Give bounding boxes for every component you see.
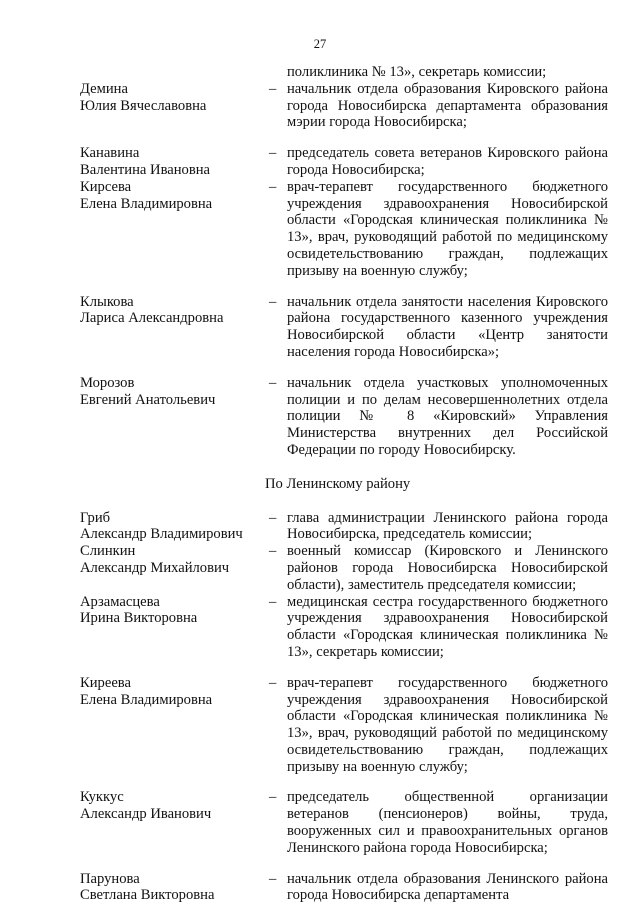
member-role: врач-терапевт государственного бюджетного учреждения здравоохранения Новосибирской области «Городская клиническая поликлиника № 13», врач, руководящий работой по медицинскому освидетельствованию граждан, подлежащих призыву на военную службу; xyxy=(287,674,608,775)
member-given-name: Ирина Викторовна xyxy=(80,610,198,627)
member-surname: Канавина xyxy=(80,145,140,162)
member-name xyxy=(80,294,266,328)
dash: – xyxy=(269,178,277,195)
member-name xyxy=(80,81,266,115)
member-entry xyxy=(80,675,608,776)
member-name xyxy=(80,543,266,577)
member-surname: Куккус xyxy=(80,789,124,806)
member-surname: Клыкова xyxy=(80,293,134,310)
member-name xyxy=(80,871,266,905)
member-entry xyxy=(80,871,608,905)
continuation-text: поликлиника № 13», секретарь комиссии; xyxy=(287,64,547,80)
member-entry xyxy=(80,510,608,544)
dash: – xyxy=(269,145,277,162)
member-entry xyxy=(80,81,608,131)
member-name xyxy=(80,789,266,823)
member-name xyxy=(80,675,266,709)
document-body xyxy=(80,64,608,904)
member-given-name: Александр Владимирович xyxy=(80,526,243,543)
member-entry xyxy=(80,294,608,361)
dash: – xyxy=(269,509,277,526)
member-name xyxy=(80,375,266,409)
member-surname: Демина xyxy=(80,80,128,97)
member-given-name: Юлия Вячеславовна xyxy=(80,97,207,114)
member-role: военный комиссар (Кировского и Ленинского районов города Новосибирска Новосибирской области), заместитель председателя комиссии; xyxy=(287,543,608,593)
member-entry xyxy=(80,145,608,179)
member-role: начальник отдела образования Ленинского района города Новосибирска департамента xyxy=(287,870,608,904)
member-role: глава администрации Ленинского района города Новосибирска, председатель комиссии; xyxy=(287,509,608,543)
member-given-name: Елена Владимировна xyxy=(80,195,213,212)
member-entry xyxy=(80,594,608,661)
dash: – xyxy=(269,870,277,887)
member-role: начальник отдела занятости населения Кировского района государственного казенного учреждения Новосибирской области «Центр занятости населения города Новосибирска»; xyxy=(287,293,608,360)
member-entry xyxy=(80,179,608,280)
dash: – xyxy=(269,293,277,310)
member-name xyxy=(80,510,266,544)
member-surname: Морозов xyxy=(80,374,135,391)
member-role: врач-терапевт государственного бюджетного учреждения здравоохранения Новосибирской области «Городская клиническая поликлиника № 13», врач, руководящий работой по медицинскому освидетельствованию граждан, подлежащих призыву на военную службу; xyxy=(287,178,608,279)
member-given-name: Александр Иванович xyxy=(80,806,212,823)
member-surname: Киреева xyxy=(80,674,131,691)
member-given-name: Валентина Ивановна xyxy=(80,161,211,178)
member-role: начальник отдела участковых уполномоченных полиции и по делам несовершеннолетних отдела полиции № 8 «Кировский» Управления Министерства внутренних дел Российской Федерации по городу Новосибирску. xyxy=(287,374,608,458)
member-entry xyxy=(80,543,608,593)
dash: – xyxy=(269,789,277,806)
member-given-name: Светлана Викторовна xyxy=(80,887,215,904)
dash: – xyxy=(269,543,277,560)
dash: – xyxy=(269,674,277,691)
member-given-name: Евгений Анатольевич xyxy=(80,391,216,408)
dash: – xyxy=(269,374,277,391)
member-given-name: Елена Владимировна xyxy=(80,691,213,708)
dash: – xyxy=(269,593,277,610)
member-given-name: Александр Михайлович xyxy=(80,559,230,576)
member-surname: Парунова xyxy=(80,870,140,887)
member-given-name: Лариса Александровна xyxy=(80,310,224,327)
member-name xyxy=(80,594,266,628)
member-surname: Гриб xyxy=(80,509,111,526)
member-name xyxy=(80,179,266,213)
dash: – xyxy=(269,80,277,97)
section-heading: По Ленинскому району xyxy=(265,475,411,492)
member-surname: Кирсева xyxy=(80,178,132,195)
member-role: начальник отдела образования Кировского района города Новосибирска департамента образования мэрии города Новосибирска; xyxy=(287,80,608,131)
member-role: председатель совета ветеранов Кировского района города Новосибирска; xyxy=(287,145,608,178)
member-surname: Арзамасцева xyxy=(80,593,160,610)
page-number: 27 xyxy=(313,37,327,51)
member-role: председатель общественной организации ветеранов (пенсионеров) войны, труда, вооруженных сил и правоохранительных органов Ленинского района города Новосибирска; xyxy=(287,789,608,856)
member-entry xyxy=(80,789,608,856)
member-name xyxy=(80,145,266,179)
member-entry xyxy=(80,375,608,459)
member-surname: Слинкин xyxy=(80,543,136,560)
member-role: медицинская сестра государственного бюджетного учреждения здравоохранения Новосибирской области «Городская клиническая поликлиника № 13», секретарь комиссии; xyxy=(287,593,608,660)
